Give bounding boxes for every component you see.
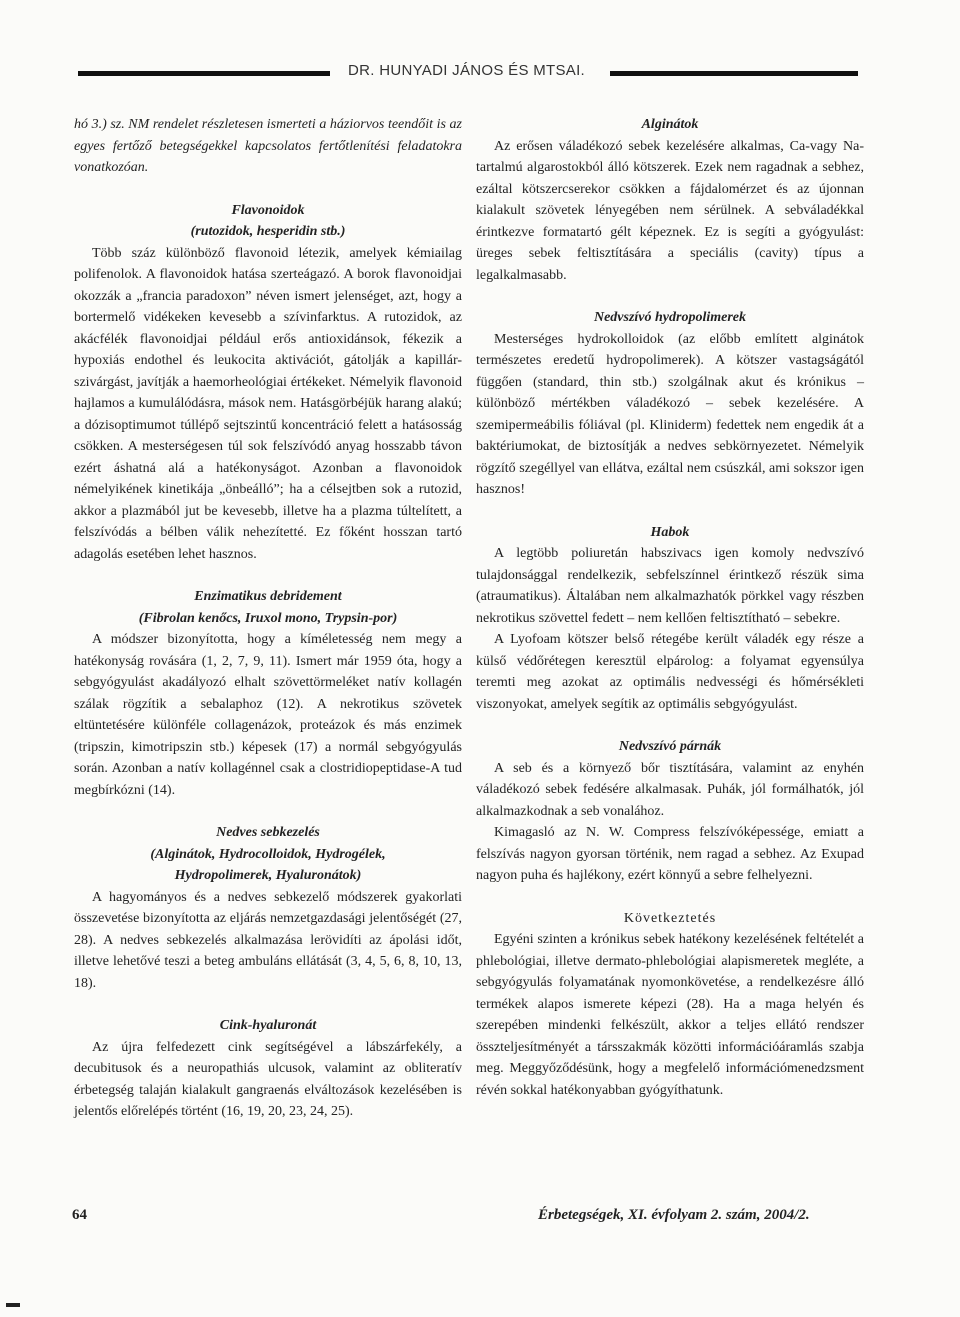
section-subtitle-moist-1: (Alginátok, Hydrocolloidok, Hydrogélek,	[150, 846, 386, 862]
moist-paragraph: A hagyományos és a nedves sebkezelő módszerek gyakorlati összevetése bizonyította az eljárás nemzetgazdasági jelentőségét (27, 28). A nedves sebkezelés alkalmazása lerövidíti az ápolási időt, illetve lehetővé teszi a beteg ambuláns ellátását (3, 4, 5, 6, 8, 10, 13, 18).	[74, 889, 462, 991]
section-title-hydropolymers: Nedvszívó hydropolimerek	[593, 310, 747, 325]
journal-citation: Érbetegségek, XI. évfolyam 2. szám, 2004/2.	[538, 1207, 810, 1223]
scan-mark	[6, 1303, 20, 1307]
header-authors: DR. HUNYADI JÁNOS ÉS MTSAI.	[348, 62, 586, 79]
pads-paragraph-2: Kimagasló az N. W. Compress felszívóképessége, emiatt a felszívás nagyon gyorsan történik, nem ragad a sebhez. Az Exupad nagyon puha és hajlékony, ezért könnyű a sebre felhelyezni.	[476, 825, 864, 883]
section-title-conclusions: Következtetés	[623, 910, 717, 926]
section-title-pads: Nedvszívó párnák	[618, 739, 722, 754]
zinc-paragraph: Az újra felfedezett cink segítségével a lábszárfekély, a decubitusok és a neuropathiás ulcusok, valamint az obliteratív érbetegség talaján kialakult gangraenás elváltozások kezelésében is jelentős előrelépés történt (16, 19, 20, 23, 24, 25).	[74, 1039, 462, 1119]
foams-paragraph-1: A legtöbb poliuretán habszivacs igen komoly nedvszívó tulajdonsággal rendelkezik, sebfelszínnel érintkező részük sima (atraumatikus). Általában nem alkalmazhatók pörkkel vagy részben nekrotikus szövettel fedett – nem kellően feltisztítható – sebekre.	[476, 546, 864, 626]
right-column	[476, 114, 864, 1101]
foams-paragraph-2: A Lyofoam kötszer belső rétegébe került váladék egy része a külső védőrétegen keresztül elpárolog: a folyamat egyensúlya teremti meg azokat az optimális nedvességi és hőmérsékleti viszonyokat, amelyek segítik az optimális sebgyógyulást.	[476, 632, 864, 712]
section-title-alginates: Alginátok	[641, 117, 699, 132]
alginates-paragraph: Az erősen váladékozó sebek kezelésére alkalmas, Ca-vagy Na-tartalmú algarostokból álló kötszerek. Ezek nem ragadnak a sebhez, ezáltal kötszercserekor csökken a fájdalomérzet és az újonnan kialakult szövetek lényegében nem sérülnek. A sebváladékkal érintkezve formatartó gélt képeznek. Ez is segíti a gyógyulást: üreges sebek feltisztítására a speciális (cavity) típus a legalkalmasabb.	[476, 138, 864, 283]
conclusions-paragraph: Egyéni szinten a krónikus sebek hatékony kezelésének feltételét a phlebológiai, illetve dermato-phlebológiai alapismeretek megléte, a sebgyógyulás folyamatának nyomonkövetése, a rendelkezésre álló termékek alapos ismerete képezi (28). Ha a maga helyén és szerepében mindenki felkészült, akkor a teljes ellátó rendszer összteljesítményét a társszakmák közötti információáramlás szabja meg. Meggyőződésünk, hogy a megfelelő információmenedzsment révén sokkal hatékonyabban gyógyíthatunk.	[476, 932, 864, 1098]
pads-paragraph-1: A seb és a környező bőr tisztítására, valamint az enyhén váladékozó sebek fedésére alkalmasak. Puhák, jól formálhatók, jól alkalmazkodnak a seb vonalához.	[476, 760, 864, 819]
section-title-moist: Nedves sebkezelés	[216, 825, 320, 840]
section-subtitle-flavonoids: (rutozidok, hesperidin stb.)	[190, 224, 346, 239]
section-title-flavonoids: Flavonoidok	[231, 202, 305, 218]
section-subtitle-moist-2: Hydropolimerek, Hyaluronátok)	[174, 868, 362, 883]
intro-paragraph: hó 3.) sz. NM rendelet részletesen ismerteti a háziorvos teendőit is az egyes fertőző betegségekkel kapcsolatos fertőtlenítési feladatokra vonatkozóan.	[74, 117, 462, 175]
section-title-enzymatic: Enzimatikus debridement	[194, 589, 342, 604]
enzymatic-paragraph: A módszer bizonyította, hogy a kíméletesség nem megy a hatékonyság rovására (1, 2, 7, 9, 11). Ismert már 1959 óta, hogy a sebgyógyulást akadályozó elhalt szövettörmeléket natív kollagén szálak rögzítik a sebalaphoz (12). A nekrotikus szövetek eltüntetésére különféle collagenázok, proteázok és más enzimek (tripszin, kimotripszin stb.) képesek (17) a normál sebgyógyulás során. Azonban a natív kollagénnel csak a clostridiopeptidase-A tud megbírkózni (14).	[74, 632, 462, 798]
section-subtitle-enzymatic: (Fibrolan kenőcs, Iruxol mono, Trypsin-por)	[138, 610, 398, 626]
page-number: 64	[72, 1207, 87, 1223]
section-title-foams: Habok	[650, 524, 690, 540]
hydropolymers-paragraph: Mesterséges hydrokolloidok (az előbb említett alginátok természetes eredetű hydropolimerek). A kötszer vastagságától függően (standard, thin stb.) szolgálnak akut és krónikus – különböző mértékben váladékozó – sebek kezelésére. A szemipermeábilis fóliával (pl. Kliniderm) fedettek nem engedik át a baktériumokat, de biztosítják a nedves sebkörnyezetet. Némelyik rögzítő szegéllyel van ellátva, ezáltal nem csúszkál, ami sokszor igen hasznos!	[476, 331, 864, 497]
header-rule-left	[78, 71, 330, 76]
running-header	[0, 58, 960, 88]
section-title-zinc: Cink-hyaluronát	[219, 1018, 317, 1033]
left-column	[74, 114, 462, 1123]
flavonoids-paragraph: Több száz különböző flavonoid létezik, amelyek kémiailag polifenolok. A flavonoidok hatása szerteágazó. A borok flavonoidjai okozzák a „francia paradoxon” néven ismert jelenséget, azt, hogy a bortermelő vidékeken kevesebb a szívinfarktus. A rutozidok, az akácfélék flavonoidjai például erős antioxidánsok, fékezik a hypoxiás endothel és leukocita aktivációt, gátolják a kapillár-szivárgást, javítják a haemorheológiai értékeket. Némelyik flavonoid hajlamos a kumulálódásra, mások nem. Hatásgörbéjük harang alakú; a dózisoptimumot túllépő sejtszintű koncentráció felett a hatásosság csökken. A mesterségesen túl sok felszívódó anyag hosszabb távon ezért áshatná alá a hatékonyságot. Azonban a flavonoidok némelyikének kinetikája „önbeálló”; ha a célsejtben sok a rutozid, akkor a plazmából jut be kevesebb, illetve ha a plazma túltelített, a felszívódás a bélben válik nehezítetté. Ez főként hosszan tartó adagolás esetében lehet hasznos.	[74, 245, 462, 562]
header-rule-right	[610, 71, 858, 76]
